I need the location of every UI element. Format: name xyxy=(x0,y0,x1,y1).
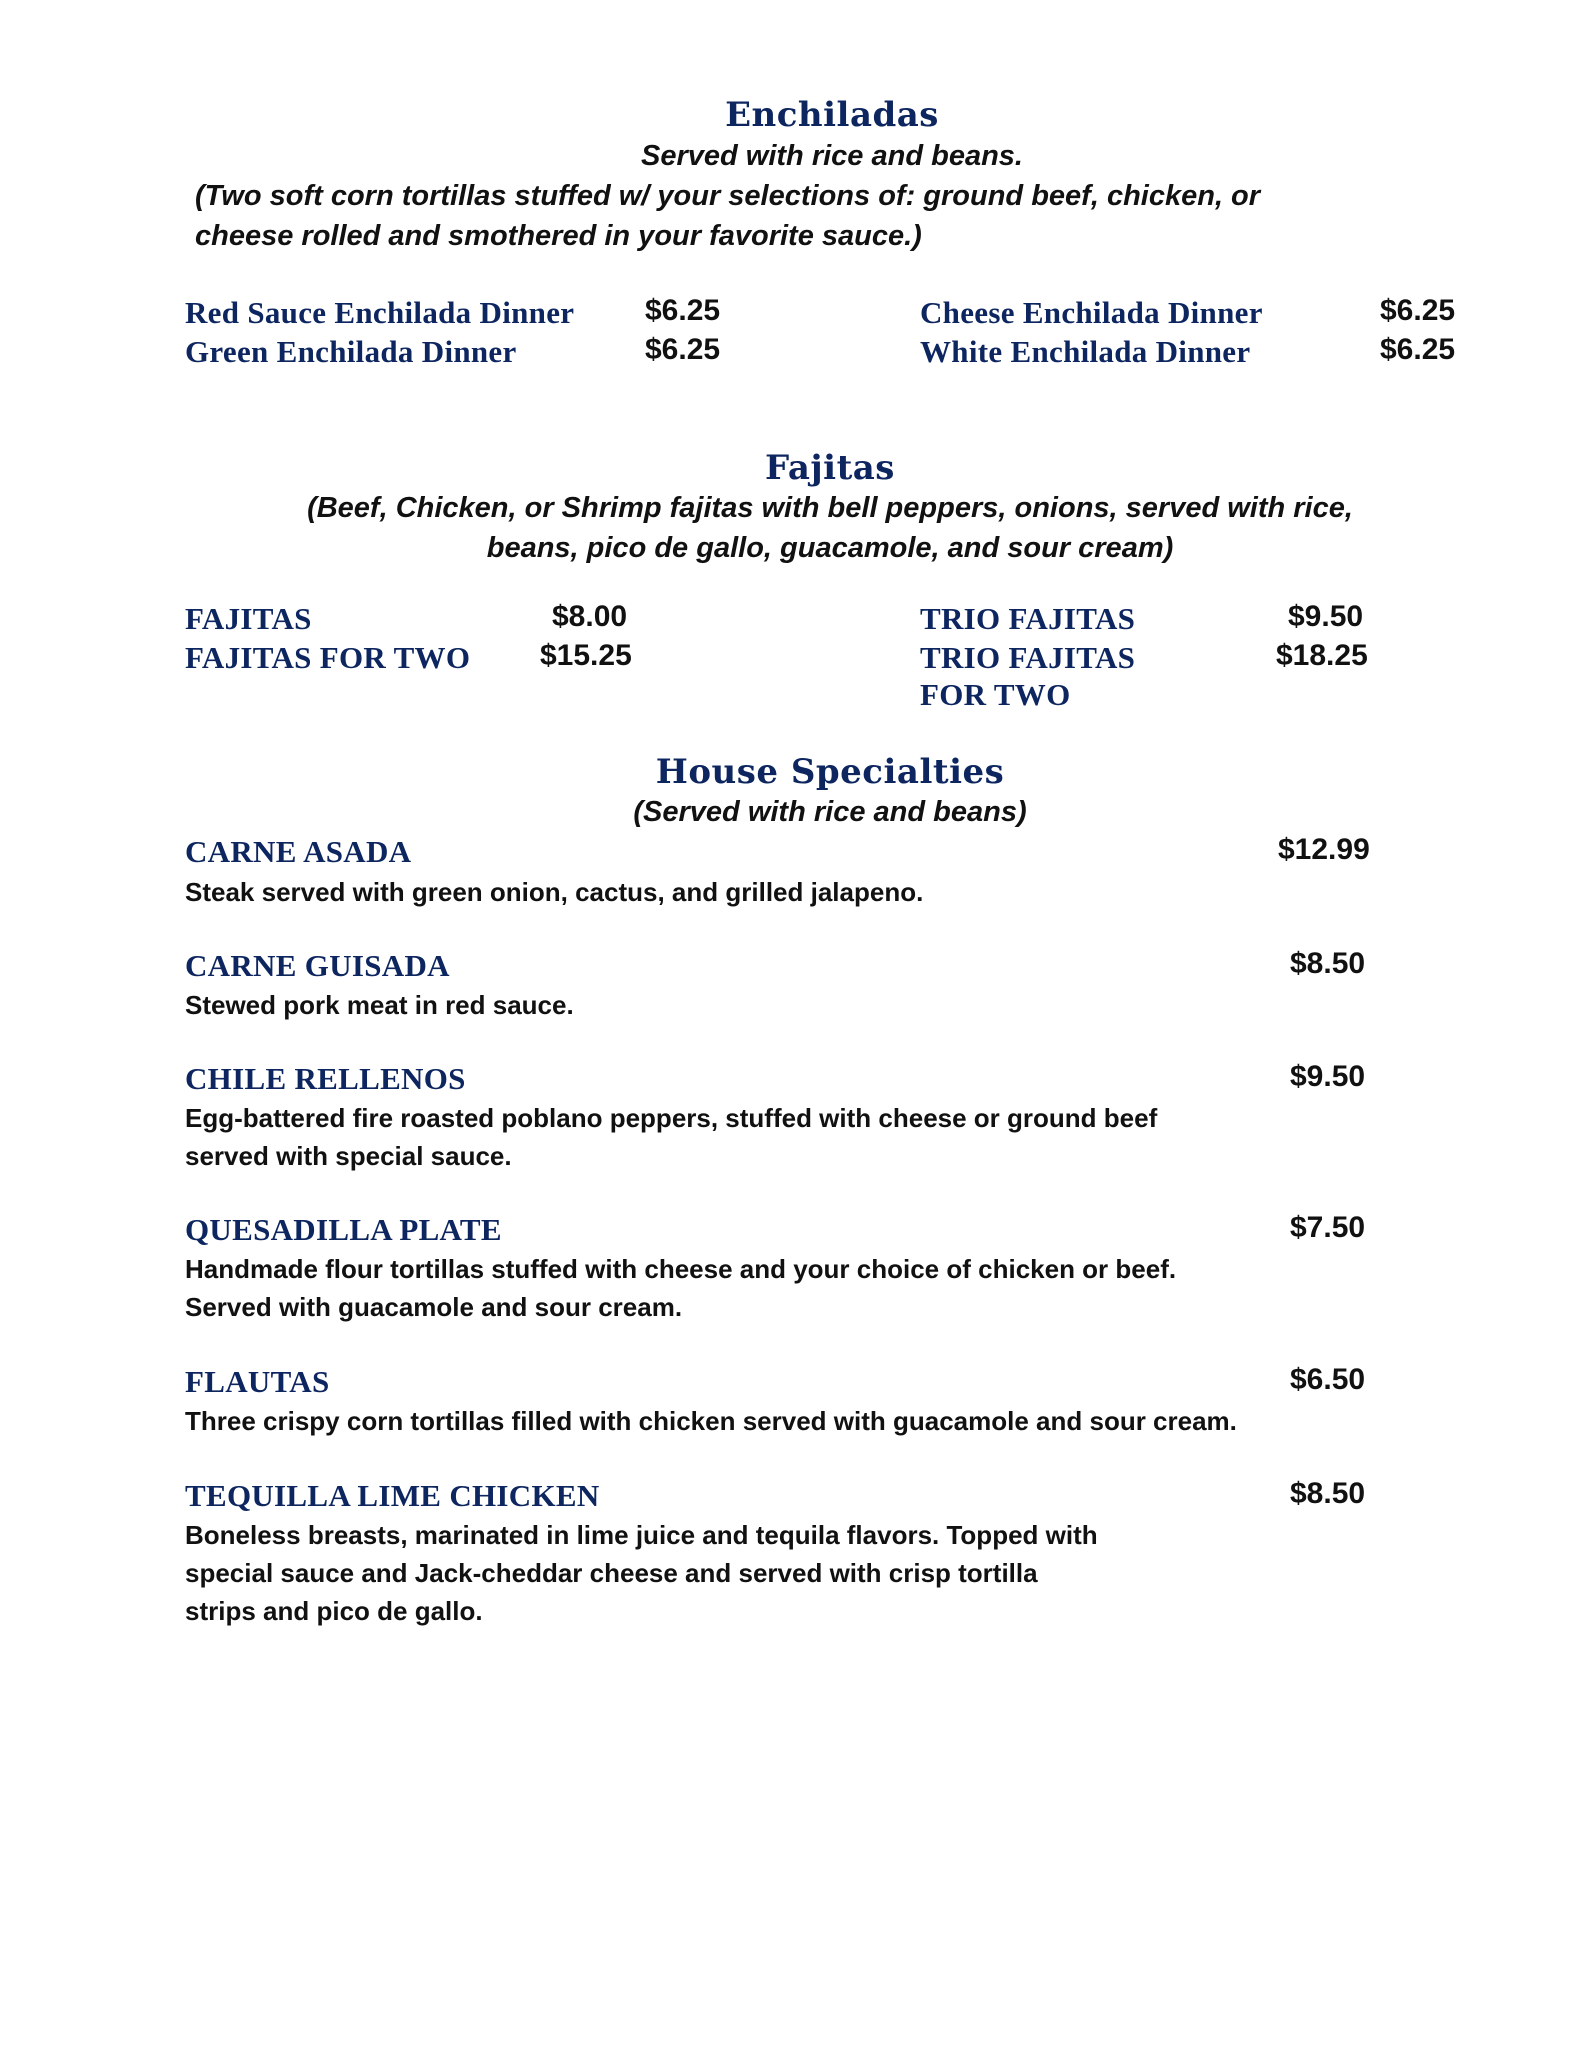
menu-item-price: $8.00 xyxy=(552,600,628,633)
menu-item-desc: Boneless breasts, marinated in lime juice and tequila flavors. Topped with xyxy=(185,1520,1098,1550)
menu-item-price: $18.25 xyxy=(1276,639,1368,672)
menu-item-desc: Stewed pork meat in red sauce. xyxy=(185,990,574,1020)
enchiladas-desc-line2: cheese rolled and smothered in your favorite sauce.) xyxy=(195,220,922,252)
menu-item-name: CHILE RELLENOS xyxy=(185,1061,466,1096)
menu-item-desc: Served with guacamole and sour cream. xyxy=(185,1292,683,1322)
menu-item-name: TRIO FAJITAS xyxy=(920,640,1136,675)
fajitas-desc-line1: (Beef, Chicken, or Shrimp fajitas with bell peppers, onions, served with rice, xyxy=(307,492,1353,524)
menu-item-desc: special sauce and Jack-cheddar cheese and served with crisp tortilla xyxy=(185,1558,1038,1588)
menu-item-price: $9.50 xyxy=(1288,600,1364,633)
menu-item-price: $15.25 xyxy=(540,639,632,672)
menu-item-name: CARNE ASADA xyxy=(185,834,412,869)
fajitas-title: Fajitas xyxy=(765,448,895,488)
menu-item-name: TEQUILLA LIME CHICKEN xyxy=(185,1478,600,1513)
menu-item-price: $8.50 xyxy=(1290,1477,1366,1510)
house-title: House Specialties xyxy=(655,752,1005,792)
enchiladas-desc-line1: (Two soft corn tortillas stuffed w/ your selections of: ground beef, chicken, or xyxy=(195,180,1261,212)
menu-item-desc: served with special sauce. xyxy=(185,1141,512,1171)
menu-item-name: FAJITAS FOR TWO xyxy=(185,640,471,675)
menu-item-desc: strips and pico de gallo. xyxy=(185,1596,483,1626)
menu-item-price: $12.99 xyxy=(1278,833,1370,866)
menu-item-name: Red Sauce Enchilada Dinner xyxy=(185,295,575,330)
menu-item-name: TRIO FAJITAS xyxy=(920,601,1136,636)
menu-item-desc: Egg-battered fire roasted poblano peppers, stuffed with cheese or ground beef xyxy=(185,1103,1158,1133)
menu-item-price: $6.25 xyxy=(1380,333,1456,366)
menu-item-price: $7.50 xyxy=(1290,1211,1366,1244)
menu-item-name: FAJITAS xyxy=(185,601,312,636)
menu-item-name: FOR TWO xyxy=(920,677,1071,712)
enchiladas-title: Enchiladas xyxy=(725,95,939,135)
menu-item-price: $8.50 xyxy=(1290,947,1366,980)
menu-item-name: Cheese Enchilada Dinner xyxy=(920,295,1263,330)
menu-item-desc: Steak served with green onion, cactus, and grilled jalapeno. xyxy=(185,877,924,907)
menu-item-price: $6.25 xyxy=(645,333,721,366)
menu-item-name: Green Enchilada Dinner xyxy=(185,334,517,369)
menu-item-name: White Enchilada Dinner xyxy=(920,334,1251,369)
menu-item-name: FLAUTAS xyxy=(185,1364,330,1399)
menu-item-price: $9.50 xyxy=(1290,1060,1366,1093)
fajitas-desc-line2: beans, pico de gallo, guacamole, and sour cream) xyxy=(486,532,1174,564)
menu-item-name: QUESADILLA PLATE xyxy=(185,1212,502,1247)
menu-item-price: $6.25 xyxy=(645,294,721,327)
menu-item-price: $6.25 xyxy=(1380,294,1456,327)
menu-item-price: $6.50 xyxy=(1290,1363,1366,1396)
enchiladas-subtitle: Served with rice and beans. xyxy=(641,140,1023,172)
house-subtitle: (Served with rice and beans) xyxy=(633,796,1027,828)
menu-item-name: CARNE GUISADA xyxy=(185,948,450,983)
menu-item-desc: Handmade flour tortillas stuffed with cheese and your choice of chicken or beef. xyxy=(185,1254,1177,1284)
menu-item-desc: Three crispy corn tortillas filled with chicken served with guacamole and sour cream. xyxy=(185,1406,1237,1436)
